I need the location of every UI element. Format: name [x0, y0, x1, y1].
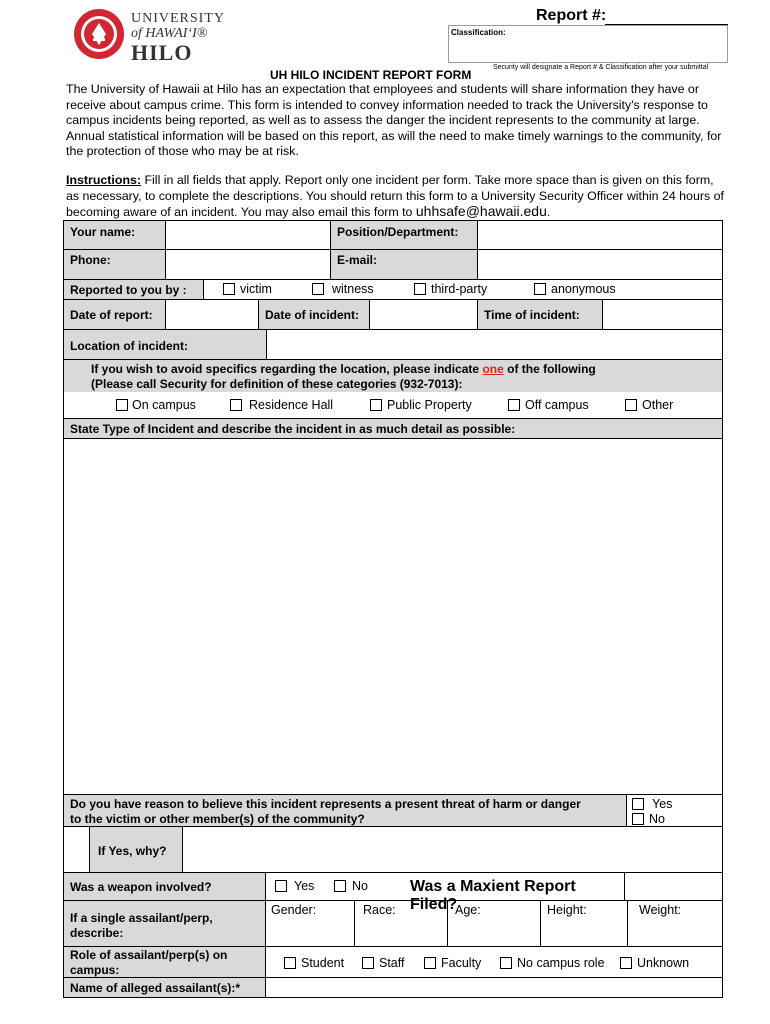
threat-question-cell — [63, 794, 627, 827]
your-name-field[interactable] — [165, 220, 331, 250]
threat-question-line2: to the victim or other member(s) of the community? — [70, 812, 365, 826]
weapon-label: Was a weapon involved? — [70, 880, 212, 894]
witness-checkbox[interactable] — [312, 283, 324, 295]
reported-by-options — [203, 279, 723, 300]
date-report-field[interactable] — [165, 299, 259, 330]
classification-label: Classification: — [451, 28, 506, 37]
role-unknown-checkbox[interactable] — [620, 957, 632, 969]
single-assailant-label-cell — [63, 900, 266, 947]
university-wordmark — [131, 11, 225, 65]
role-options-cell — [265, 946, 723, 978]
race-field[interactable] — [354, 900, 448, 947]
date-report-label-cell — [63, 299, 166, 330]
your-name-label: Your name: — [70, 225, 136, 239]
victim-label: victim — [240, 282, 272, 296]
location-note-line2: (Please call Security for definition of these categories (932-7013): — [91, 377, 463, 391]
email-field[interactable] — [477, 249, 723, 280]
weapon-no-checkbox[interactable] — [334, 880, 346, 892]
state-type-header-cell — [63, 418, 723, 439]
date-incident-label-cell — [258, 299, 370, 330]
security-note: Security will designate a Report # & Classification after your submittal — [493, 64, 709, 71]
threat-no-label: No — [649, 812, 665, 826]
age-label: Age: — [455, 903, 481, 917]
threat-yes-checkbox[interactable] — [632, 798, 644, 810]
weapon-label-cell — [63, 872, 266, 901]
alleged-assailant-label-cell — [63, 977, 266, 998]
anonymous-checkbox[interactable] — [534, 283, 546, 295]
intro-paragraph: The University of Hawaii at Hilo has an expectation that employees and students will share information they have or receive about campus crime. This form is intended to convey information needed to track the University's response to campus incidents being reported, as well as to assess the danger the incident represents to the community at large. Annual statistical information will be based on this report, as will the need to make timely warnings to the community, for the protection of those who may be at risk. — [66, 82, 722, 158]
role-student-label: Student — [301, 956, 345, 970]
public-property-label: Public Property — [387, 398, 472, 412]
other-location-label: Other — [642, 398, 674, 412]
on-campus-checkbox[interactable] — [116, 399, 128, 411]
age-field[interactable] — [447, 900, 541, 947]
victim-checkbox[interactable] — [223, 283, 235, 295]
anonymous-label: anonymous — [551, 282, 616, 296]
role-label-cell — [63, 946, 266, 978]
role-staff-label: Staff — [379, 956, 405, 970]
weight-field[interactable] — [627, 900, 723, 947]
phone-label-cell — [63, 249, 166, 280]
university-seal-logo — [73, 8, 125, 60]
position-field[interactable] — [477, 220, 723, 250]
location-field[interactable] — [266, 329, 723, 360]
instructions-body: Fill in all fields that apply. Report only one incident per form. Take more space than is given on this form, as necessary, to complete the descriptions. You should return this form to a University Security Officer within 24 hours of becoming aware of an incident. You may also email this form to — [66, 173, 724, 219]
phone-field[interactable] — [165, 249, 331, 280]
role-faculty-checkbox[interactable] — [424, 957, 436, 969]
on-campus-label: On campus — [132, 398, 196, 412]
role-line1: Role of assailant/perp(s) on — [70, 948, 228, 962]
date-incident-label: Date of incident: — [265, 308, 360, 322]
third-party-checkbox[interactable] — [414, 283, 426, 295]
position-label: Position/Department: — [337, 225, 459, 239]
location-label: Location of incident: — [70, 339, 188, 353]
single-assailant-line2: describe: — [70, 926, 124, 940]
email-label: E-mail: — [337, 253, 378, 267]
weapon-no-label: No — [352, 879, 368, 893]
weapon-yes-checkbox[interactable] — [275, 880, 287, 892]
instructions-paragraph — [66, 173, 730, 221]
position-label-cell — [330, 220, 478, 250]
instructions-lead: Instructions: — [66, 173, 142, 187]
role-faculty-label: Faculty — [441, 956, 482, 970]
your-name-label-cell — [63, 220, 166, 250]
maxient-question: Was a Maxient Report Filed? — [410, 878, 576, 913]
location-note-post: of the following — [503, 362, 596, 376]
height-label: Height: — [547, 903, 587, 917]
threat-no-checkbox[interactable] — [632, 813, 644, 825]
time-incident-label: Time of incident: — [484, 308, 580, 322]
location-note-line1 — [91, 362, 596, 376]
other-location-checkbox[interactable] — [625, 399, 637, 411]
location-note-cell — [85, 359, 723, 392]
maxient-answer-field[interactable] — [624, 872, 723, 901]
weight-label: Weight: — [639, 903, 682, 917]
public-property-checkbox[interactable] — [370, 399, 382, 411]
third-party-label: third-party — [431, 282, 488, 296]
location-note-pre: If you wish to avoid specifics regarding the location, please indicate — [91, 362, 483, 376]
if-yes-label-cell — [89, 826, 183, 873]
time-incident-field[interactable] — [602, 299, 723, 330]
state-type-label: State Type of Incident and describe the incident in as much detail as possible: — [70, 422, 516, 436]
email-label-cell — [330, 249, 478, 280]
alleged-assailant-label: Name of alleged assailant(s):* — [70, 981, 241, 995]
form-title: UH HILO INCIDENT REPORT FORM — [270, 68, 472, 82]
location-label-cell — [63, 329, 267, 360]
security-email-link[interactable]: uhhsafe@hawaii.edu — [415, 203, 547, 219]
race-label: Race: — [363, 903, 396, 917]
if-yes-field[interactable] — [182, 826, 723, 873]
residence-hall-checkbox[interactable] — [230, 399, 242, 411]
off-campus-label: Off campus — [525, 398, 589, 412]
classification-field[interactable] — [448, 25, 728, 63]
role-line2: campus: — [70, 963, 120, 977]
role-unknown-label: Unknown — [637, 956, 690, 970]
role-staff-checkbox[interactable] — [362, 957, 374, 969]
if-yes-label: If Yes, why? — [98, 844, 167, 858]
reported-by-label: Reported to you by : — [70, 283, 187, 297]
weapon-yes-label: Yes — [294, 879, 315, 893]
location-note-one: one — [482, 362, 504, 376]
logo-university-text: UNIVERSITY — [131, 11, 225, 26]
role-student-checkbox[interactable] — [284, 957, 296, 969]
report-number-label: Report #: — [536, 7, 607, 24]
reported-by-label-cell — [63, 279, 204, 300]
location-note-margin — [63, 359, 86, 392]
logo-of-hawaii-text: of HAWAIʻI® — [131, 26, 208, 41]
date-incident-field[interactable] — [369, 299, 478, 330]
threat-yes-label: Yes — [652, 797, 673, 811]
alleged-assailant-field[interactable] — [265, 977, 723, 998]
role-no-campus-role-checkbox[interactable] — [500, 957, 512, 969]
date-report-label: Date of report: — [70, 308, 153, 322]
instructions-end: . — [546, 205, 551, 219]
incident-description-field[interactable] — [63, 438, 723, 795]
threat-question-line1: Do you have reason to believe this incident represents a present threat of harm or danger — [70, 797, 581, 811]
phone-label: Phone: — [70, 253, 111, 267]
residence-hall-label: Residence Hall — [249, 398, 334, 412]
gender-label: Gender: — [271, 903, 317, 917]
off-campus-checkbox[interactable] — [508, 399, 520, 411]
witness-label: witness — [332, 282, 374, 296]
single-assailant-line1: If a single assailant/perp, — [70, 911, 213, 925]
role-no-campus-role-label: No campus role — [517, 956, 605, 970]
time-incident-label-cell — [477, 299, 603, 330]
gender-field[interactable] — [265, 900, 355, 947]
logo-hilo-text: HILO — [131, 40, 193, 65]
height-field[interactable] — [540, 900, 628, 947]
location-options-row — [63, 392, 723, 419]
threat-answer-cell — [626, 794, 723, 827]
